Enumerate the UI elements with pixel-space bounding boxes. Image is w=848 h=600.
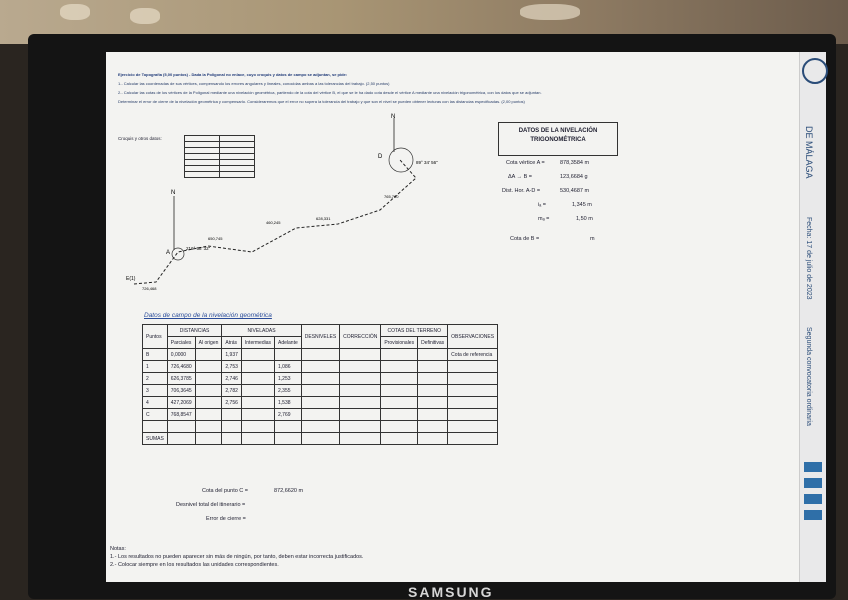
distance-5: 765,760 — [384, 194, 399, 199]
table-cell — [381, 385, 418, 397]
table-row — [143, 385, 498, 397]
table-cell — [301, 409, 339, 421]
th-distancias: DISTANCIAS — [167, 325, 222, 337]
table-cell — [195, 361, 222, 373]
distance-3: 460,245 — [266, 220, 281, 225]
table-cell: 1 — [143, 361, 168, 373]
instrument-height-value: 1,345 m — [572, 202, 592, 208]
table-cell — [241, 349, 274, 361]
table-cell — [241, 409, 274, 421]
table-cell — [301, 397, 339, 409]
table-cell: 2,769 — [275, 409, 302, 421]
table-row — [143, 361, 498, 373]
table-row — [143, 421, 498, 433]
distance-2: 650,745 — [208, 236, 223, 241]
sketch-label: Croquis y otros datos: — [118, 136, 162, 141]
th-provisionales: Provisionales — [381, 337, 418, 349]
north-left-label: N — [171, 190, 176, 196]
table-cell — [381, 349, 418, 361]
th-puntos: Puntos — [143, 325, 168, 349]
table-cell — [195, 433, 222, 445]
table-cell: 2,782 — [222, 385, 242, 397]
exercise-header — [118, 72, 698, 108]
trig-title-1: DATOS DE LA NIVELACIÓN — [518, 128, 598, 134]
table-cell — [195, 373, 222, 385]
table-cell — [195, 397, 222, 409]
table-cell — [340, 409, 381, 421]
table-cell — [381, 421, 418, 433]
table-cell — [340, 373, 381, 385]
table-cell — [448, 385, 498, 397]
table-cell — [418, 433, 448, 445]
table-cell — [241, 361, 274, 373]
table-cell — [448, 421, 498, 433]
table-cell — [241, 397, 274, 409]
levelling-table-body — [143, 349, 498, 445]
table-cell — [301, 349, 339, 361]
table-cell — [195, 349, 222, 361]
trig-title-2: TRIGONOMÉTRICA — [530, 137, 586, 143]
table-cell: 706,3645 — [167, 385, 195, 397]
table-row — [143, 349, 498, 361]
exam-date: Fecha: 17 de julio de 2023 — [805, 217, 812, 300]
table-cell — [301, 433, 339, 445]
table-cell: 726,4680 — [167, 361, 195, 373]
table-cell — [418, 421, 448, 433]
wall-decoration — [130, 8, 160, 24]
wall-decoration — [520, 4, 580, 20]
decor-stripe — [804, 478, 822, 488]
desnivel-label: Desnivel total del itinerario = — [176, 502, 246, 508]
table-cell — [340, 361, 381, 373]
table-cell — [418, 349, 448, 361]
table-cell — [381, 433, 418, 445]
item-3: Determinar el error de cierre de la nivelación geométrica y compensarlo. Consideraremos que el error no supera la tolerancia del trabajo y que son el nivel se pueden obtener lecturas con las distancias especificadas. (2,00 puntos) — [118, 99, 525, 104]
polygon-sketch — [116, 112, 446, 291]
table-cell — [167, 421, 195, 433]
th-definitivas: Definitivas — [418, 337, 448, 349]
angle-a-label: 216° 58' 32" — [186, 246, 211, 251]
table-cell: SUMAS — [143, 433, 168, 445]
table-cell: 2 — [143, 373, 168, 385]
table-row — [143, 433, 498, 445]
table-cell — [340, 385, 381, 397]
th-niveladas: NIVELADAS — [222, 325, 301, 337]
prism-height-label: mₐ = — [538, 216, 550, 222]
azimuth-value: 123,6684 g — [560, 174, 588, 180]
table-cell — [340, 349, 381, 361]
notes-title: Notas: — [110, 546, 126, 552]
table-cell — [448, 409, 498, 421]
table-cell — [275, 349, 302, 361]
wall-decoration — [60, 4, 90, 20]
table-cell — [340, 433, 381, 445]
table-cell: 2,355 — [275, 385, 302, 397]
table-cell — [448, 373, 498, 385]
table-cell — [222, 421, 242, 433]
table-cell — [418, 385, 448, 397]
instrument-height-label: iₐ = — [538, 202, 547, 208]
table-cell — [167, 433, 195, 445]
th-adelante: Adelante — [275, 337, 302, 349]
monitor-brand: SAMSUNG — [408, 584, 494, 600]
monitor-bezel — [28, 34, 836, 599]
table-cell: 768,8547 — [167, 409, 195, 421]
table-cell — [301, 361, 339, 373]
trig-levelling-box — [498, 122, 618, 156]
table-cell — [418, 397, 448, 409]
cota-a-label: Cota vértice A = — [506, 160, 545, 166]
th-desniveles: DESNIVELES — [301, 325, 339, 349]
field-data-link: Datos de campo de la nivelación geométrica — [144, 312, 272, 319]
table-cell — [418, 373, 448, 385]
table-cell — [241, 373, 274, 385]
university-logo — [802, 58, 828, 84]
north-top-label: N — [391, 114, 396, 120]
th-al-origen: Al origen — [195, 337, 222, 349]
vertex-d-label: D — [378, 154, 383, 160]
school-name: DE MÁLAGA — [804, 126, 814, 179]
table-cell: C — [143, 409, 168, 421]
th-intermedias: Intermedias — [241, 337, 274, 349]
exercise-title: Ejercicio de Topografía (5,00 puntos) - Dada la Poligonal no enlace, cuyo croquis y datos de campo se adjuntan, se pide: — [118, 72, 348, 77]
table-row — [143, 397, 498, 409]
table-cell: 1,937 — [222, 349, 242, 361]
decor-stripe — [804, 494, 822, 504]
table-cell: 626,3785 — [167, 373, 195, 385]
table-cell — [381, 409, 418, 421]
azimuth-label: ΔA → B = — [508, 174, 533, 180]
table-cell: 2,753 — [222, 361, 242, 373]
table-cell — [275, 433, 302, 445]
angle-d-label: 89° 34' 56" — [416, 160, 438, 165]
sidebar-strip — [799, 52, 826, 582]
distance-value: 530,4687 m — [560, 188, 590, 194]
table-cell — [222, 433, 242, 445]
table-cell: 427,2069 — [167, 397, 195, 409]
cota-c-label: Cota del punto C = — [202, 488, 249, 494]
table-cell — [241, 385, 274, 397]
table-cell: 2,756 — [222, 397, 242, 409]
item-1: 1.- Calcular las coordenadas de sus vértices, compensando los errores angulares y lineales, conocidas ambas a las tolerancias del trabajo. (2,50 puntos) — [118, 81, 390, 86]
table-cell — [195, 385, 222, 397]
table-cell — [381, 397, 418, 409]
table-cell: 3 — [143, 385, 168, 397]
vertex-e-label: E(1) — [126, 276, 136, 282]
table-cell: 0,0000 — [167, 349, 195, 361]
th-atras: Atrás — [222, 337, 242, 349]
th-parciales: Parciales — [167, 337, 195, 349]
table-cell — [301, 385, 339, 397]
table-cell — [340, 397, 381, 409]
table-cell: B — [143, 349, 168, 361]
table-cell: 4 — [143, 397, 168, 409]
table-row — [143, 409, 498, 421]
item-2: 2.- Calcular las cotas de los vértices de la Poligonal mediante una nivelación geométrica, partiendo de la cota del vértice B, el que se le ha dado cota desde el vértice A mediante una nivelación trigonométrica, con los datos que se adjuntan. — [118, 90, 542, 95]
levelling-table — [142, 324, 498, 445]
screen-document — [106, 52, 826, 582]
table-cell — [195, 421, 222, 433]
table-cell: Cota de referencia — [448, 349, 498, 361]
th-cotas: COTAS DEL TERRENO — [381, 325, 448, 337]
cota-a-value: 878,3584 m — [560, 160, 590, 166]
cota-c-value: 872,6620 m — [274, 488, 304, 494]
cota-b-unit: m — [590, 236, 595, 242]
table-cell: 1,086 — [275, 361, 302, 373]
table-cell — [381, 361, 418, 373]
station-d-circle — [389, 148, 413, 172]
th-correccion: CORRECCIÓN — [340, 325, 381, 349]
note-2: 2.- Colocar siempre en los resultados las unidades correspondientes. — [110, 562, 279, 568]
distance-1: 726,468 — [142, 286, 157, 291]
table-cell — [241, 433, 274, 445]
table-cell — [448, 433, 498, 445]
table-cell — [275, 421, 302, 433]
decor-stripe — [804, 462, 822, 472]
table-cell — [222, 409, 242, 421]
table-cell — [418, 409, 448, 421]
table-cell — [301, 373, 339, 385]
table-cell — [448, 397, 498, 409]
vertex-a-label: A — [166, 250, 171, 256]
table-cell: 1,253 — [275, 373, 302, 385]
prism-height-value: 1,50 m — [576, 216, 593, 222]
table-cell — [448, 361, 498, 373]
exam-session: Segunda convocatoria ordinaria — [805, 327, 812, 426]
th-observaciones: OBSERVACIONES — [448, 325, 498, 349]
table-cell: 2,746 — [222, 373, 242, 385]
error-label: Error de cierre = — [206, 516, 246, 522]
table-cell — [418, 361, 448, 373]
table-cell — [301, 421, 339, 433]
table-cell — [381, 373, 418, 385]
table-cell — [195, 409, 222, 421]
note-1: 1.- Los resultados no pueden aparecer sin más de ningún, por tanto, deben estar incorrecta justificados. — [110, 554, 364, 560]
table-cell: 1,538 — [275, 397, 302, 409]
distance-label: Dist. Hor. A-D = — [502, 188, 541, 194]
table-cell — [241, 421, 274, 433]
cota-b-label: Cota de B = — [510, 236, 540, 242]
table-cell — [143, 421, 168, 433]
decor-stripe — [804, 510, 822, 520]
distance-4: 628,331 — [316, 216, 331, 221]
table-row — [143, 373, 498, 385]
table-cell — [340, 421, 381, 433]
